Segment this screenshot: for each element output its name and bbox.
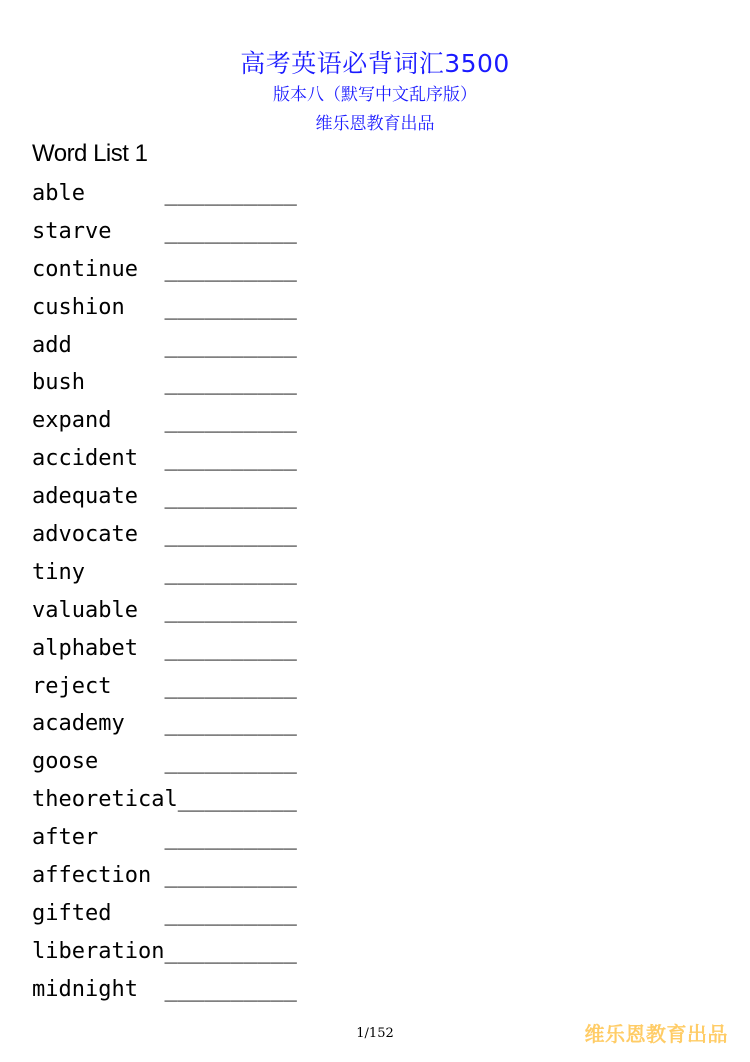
word-row — [32, 176, 297, 214]
vocab-word: midnight — [32, 976, 138, 1002]
answer-blank: __________ — [164, 332, 297, 358]
answer-blank: __________ — [164, 408, 297, 434]
answer-blank: __________ — [164, 635, 297, 661]
word-row — [32, 669, 297, 707]
answer-blank: __________ — [164, 218, 297, 244]
word-row — [32, 214, 297, 252]
publisher-line: 维乐恩教育出品 — [315, 114, 435, 134]
word-row — [32, 252, 297, 290]
vocab-word: bush — [32, 370, 85, 396]
answer-blank: __________ — [164, 597, 297, 623]
answer-blank: __________ — [164, 181, 297, 206]
word-row — [32, 365, 297, 403]
answer-blank: __________ — [164, 711, 297, 737]
word-row — [32, 290, 297, 328]
word-row — [32, 555, 297, 593]
word-row — [32, 328, 297, 366]
vocab-word: accident — [32, 446, 138, 472]
vocab-word: liberation — [32, 938, 165, 964]
answer-blank: __________ — [164, 294, 297, 320]
page-subtitle: 版本八（默写中文乱序版） — [273, 85, 477, 105]
vocab-word: academy — [32, 711, 125, 737]
word-row — [32, 593, 297, 631]
answer-blank: __________ — [164, 863, 297, 889]
answer-blank: __________ — [164, 446, 297, 472]
vocab-word: continue — [32, 256, 138, 282]
answer-blank: __________ — [164, 976, 297, 1002]
word-row — [32, 896, 297, 934]
vocab-word: affection — [32, 863, 152, 889]
word-row — [32, 631, 297, 669]
word-list — [32, 176, 297, 1010]
vocab-word: reject — [32, 673, 112, 699]
word-row — [32, 479, 297, 517]
vocab-word: alphabet — [32, 635, 138, 661]
vocab-word: able — [32, 181, 85, 206]
answer-blank: __________ — [164, 522, 297, 548]
word-row — [32, 403, 297, 441]
word-row — [32, 820, 297, 858]
vocab-word: gifted — [32, 900, 112, 926]
word-row — [32, 706, 297, 744]
vocab-word: add — [32, 332, 72, 358]
answer-blank: __________ — [164, 370, 297, 396]
vocab-word: expand — [32, 408, 112, 434]
vocab-word: valuable — [32, 597, 138, 623]
answer-blank: __________ — [164, 484, 297, 510]
word-row — [32, 934, 297, 972]
vocab-word: after — [32, 825, 99, 851]
vocab-word: starve — [32, 218, 112, 244]
answer-blank: __________ — [164, 673, 297, 699]
page-title: 高考英语必背词汇3500 — [240, 49, 510, 78]
word-list-heading: Word List 1 — [32, 140, 148, 167]
word-row — [32, 517, 297, 555]
word-row — [32, 782, 297, 820]
page-number: 1/152 — [356, 1026, 394, 1041]
watermark-logo: 维乐恩教育出品 — [584, 1022, 728, 1046]
answer-blank: _________ — [177, 787, 297, 813]
answer-blank: __________ — [164, 938, 297, 964]
vocab-word: advocate — [32, 522, 138, 548]
vocab-word: cushion — [32, 294, 125, 320]
answer-blank: __________ — [164, 900, 297, 926]
answer-blank: __________ — [164, 749, 297, 775]
vocab-word: theoretical — [32, 787, 178, 813]
answer-blank: __________ — [164, 256, 297, 282]
word-row — [32, 744, 297, 782]
word-row — [32, 972, 297, 1010]
word-row — [32, 441, 297, 479]
vocab-word: goose — [32, 749, 99, 775]
vocab-word: tiny — [32, 559, 85, 585]
vocab-word: adequate — [32, 484, 138, 510]
answer-blank: __________ — [164, 825, 297, 851]
answer-blank: __________ — [164, 559, 297, 585]
word-row — [32, 858, 297, 896]
